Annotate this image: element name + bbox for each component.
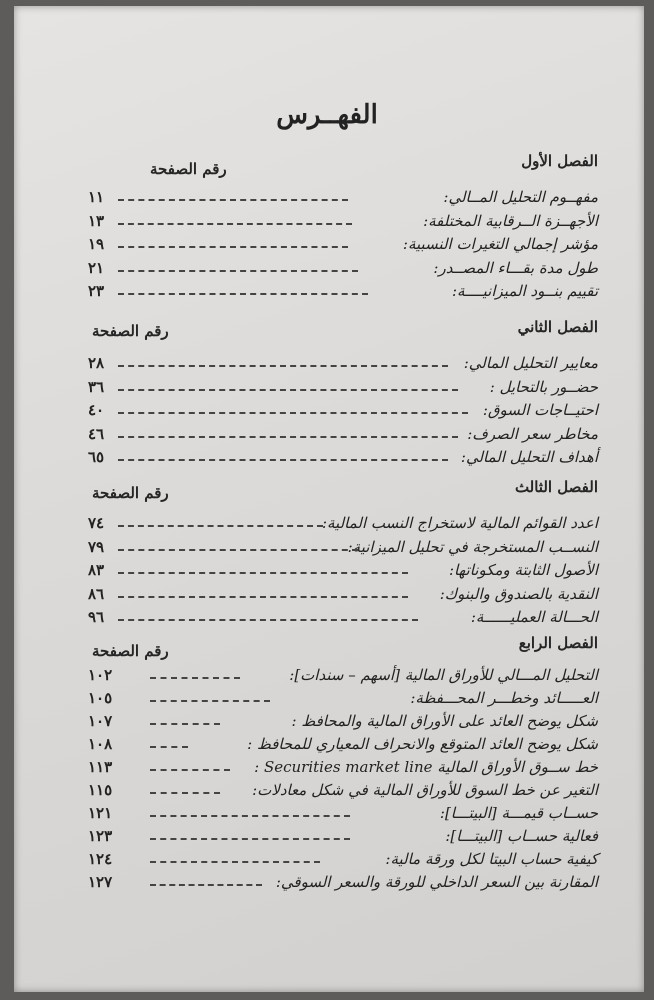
entry-title: أهداف التحليل المالي: [460,448,598,466]
entry-title: احتيــاجات السوق: [482,401,598,419]
leader-dots [150,792,220,794]
toc-entry[interactable] [0,689,654,712]
entry-title: النســب المستخرجة في تحليل الميزانية: [347,537,598,556]
leader-dots [118,246,348,248]
toc-entry[interactable] [0,425,654,449]
leader-dots [118,572,408,574]
leader-dots [118,619,418,621]
entry-title: العـــــائد وخطـــر المحـــفظة: [410,689,598,707]
entry-page: ٢٨ [88,354,105,372]
entry-page: ١٢٤ [88,850,113,868]
entry-title: مخاطر سعر الصرف: [467,424,598,443]
entry-title: التغير عن خط السوق للأوراق المالية في شكل معادلات: [252,781,598,799]
entry-title: حضــور بالتحايل : [489,377,598,396]
leader-dots [118,389,458,391]
leader-dots [150,815,350,817]
toc-entry[interactable] [0,850,654,873]
section-chapter-1 [0,152,654,306]
toc-entry[interactable] [0,188,654,212]
toc-entry[interactable] [0,758,654,781]
toc-entry[interactable] [0,354,654,378]
leader-dots [118,596,408,598]
toc-entry[interactable] [0,259,654,283]
entry-page: ١٠٢ [88,666,113,684]
entry-title: شكل يوضح العائد المتوقع والانحراف المعياري للمحافظ : [247,735,598,753]
page-title: الفهــرس [276,100,378,130]
section-name: الفصل الأول [521,152,598,170]
entry-title: مفهــوم التحليل المــالي: [443,188,598,206]
toc-entry[interactable] [0,514,654,538]
leader-dots [118,293,368,295]
entry-page: ١٢١ [88,804,113,822]
section-header [0,152,654,182]
leader-dots [150,861,320,863]
leader-dots [118,525,323,527]
toc-entry[interactable] [0,585,654,609]
entry-title: شكل يوضح العائد على الأوراق المالية والمحافظ : [291,712,598,730]
entry-title: كيفية حساب البيتا لكل ورقة مالية: [385,850,598,868]
toc-entry[interactable] [0,448,654,472]
entry-page: ١١ [88,188,105,206]
entry-page: ٦٥ [88,448,105,466]
page-number-header: رقم الصفحة [92,322,169,340]
toc-entry[interactable] [0,378,654,402]
entry-page: ٤٦ [88,424,105,443]
entry-page: ٢١ [88,258,105,277]
section-chapter-2 [0,318,654,472]
entry-page: ٨٣ [88,561,105,579]
toc-entry[interactable] [0,735,654,758]
toc-entry[interactable] [0,712,654,735]
entry-page: ٢٣ [88,282,105,300]
entry-title: الحـــالة العمليــــــة: [470,608,598,626]
entry-page: ٤٠ [88,401,105,419]
leader-dots [118,412,468,414]
entry-title: مؤشر إجمالي التغيرات النسبية: [402,235,598,253]
toc-entry[interactable] [0,282,654,306]
leader-dots [118,436,458,438]
leader-dots [150,746,188,748]
entry-title: المقارنة بين السعر الداخلي للورقة والسعر السوقي: [275,873,598,891]
leader-dots [150,677,240,679]
entry-page: ٧٤ [88,514,105,532]
section-header [0,634,654,664]
leader-dots [150,700,270,702]
entry-title: الأجهــزة الــرقابية المختلفة: [423,211,598,230]
toc-entry[interactable] [0,804,654,827]
entry-page: ١١٣ [88,758,113,776]
leader-dots [118,365,448,367]
section-name: الفصل الثالث [514,478,598,496]
entry-title: النقدية بالصندوق والبنوك: [439,584,598,603]
entry-page: ١٠٥ [88,689,113,707]
entry-page: ٨٦ [88,584,105,603]
entry-title: اعدد القوائم المالية لاستخراج النسب المالية: [321,514,598,532]
toc-entry[interactable] [0,666,654,689]
section-chapter-4 [0,634,654,896]
entry-title: الأصول الثابتة ومكوناتها: [449,561,598,579]
section-name: الفصل الرابع [518,634,598,652]
entry-title: فعالية حســاب [البيتـــا]: [445,827,598,845]
entry-title: تقييم بنــود الميزانيــــة: [451,282,598,300]
toc-entry[interactable] [0,781,654,804]
section-header [0,318,654,348]
toc-entry[interactable] [0,608,654,632]
entry-page: ١٩ [88,235,105,253]
entry-page: ١٢٧ [88,873,113,891]
leader-dots [118,199,348,201]
toc-entry[interactable] [0,561,654,585]
entry-title: طول مدة بقـــاء المصــدر: [433,258,598,277]
toc-entry[interactable] [0,212,654,236]
page-number-header: رقم الصفحة [92,642,169,660]
section-header [0,478,654,508]
page-number-header: رقم الصفحة [92,484,169,502]
toc-entry[interactable] [0,538,654,562]
leader-dots [150,769,230,771]
leader-dots [118,223,352,225]
entry-page: ١٠٧ [88,712,113,730]
entry-page: ١٠٨ [88,735,113,753]
toc-entry[interactable] [0,401,654,425]
section-chapter-3 [0,478,654,632]
entry-page: ٩٦ [88,608,105,626]
entry-title: التحليل المـــالي للأوراق المالية [أسهم – سندات]: [289,666,598,684]
leader-dots [150,884,262,886]
entry-title: خط ســوق الأوراق المالية Securities market line : [254,758,598,776]
leader-dots [118,459,448,461]
toc-entry[interactable] [0,873,654,896]
entry-page: ٣٦ [88,377,105,396]
toc-entry[interactable] [0,827,654,850]
entry-page: ١١٥ [88,781,113,799]
leader-dots [118,549,358,551]
page-number-header: رقم الصفحة [150,160,227,178]
leader-dots [150,723,220,725]
leader-dots [118,270,358,272]
entry-title: معايير التحليل المالي: [463,354,598,372]
entry-page: ١٣ [88,211,105,230]
entry-page: ١٢٣ [88,827,113,845]
section-name: الفصل الثاني [517,318,598,336]
entry-page: ٧٩ [88,537,105,556]
toc-entry[interactable] [0,235,654,259]
entry-title: حســاب قيمـــة [البيتـــا]: [439,804,598,822]
leader-dots [150,838,350,840]
